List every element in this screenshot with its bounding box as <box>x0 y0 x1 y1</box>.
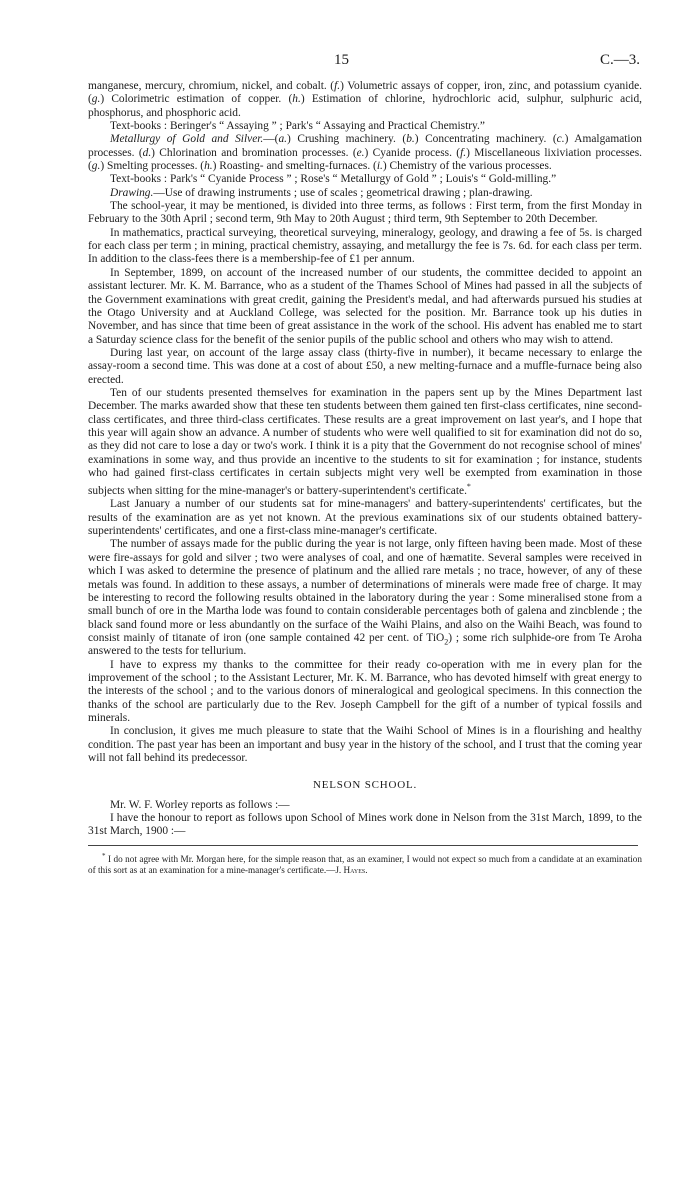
document-page <box>88 52 642 876</box>
paragraph-assays: The number of assays made for the public during the year is not large, only fifteen having been made. Most of these were fire-assays for gold and silver ; two were analyses of coal, and one of hæmatite. Several samples were received in which I was asked to determine the presence of platinum and the allied rare metals ; no trace, however, of any of these metals was found. In addition to these assays, a number of determinations of minerals were made free of charge. It may be interesting to record the following results obtained in the laboratory during the year : Some mineralised stone from a small bunch of ore in the Martha lode was found to contain considerable percentages both of galena and zincblende ; the black sand found more or less abundantly on the surface of the Waihi Plains, and also on the Waihi Beach, was found to consist mainly of titanate of iron (one sample contained 42 per cent. of TiO$_2$) ; some rich sulphide-ore from Te Aroha answered to the tests for tellurium. <box>88 538 642 658</box>
paragraph-drawing: Drawing.—Use of drawing instruments ; use of scales ; geometrical drawing ; plan-drawing. <box>110 186 533 199</box>
footnote-divider <box>88 845 638 846</box>
paragraph-assaying-topics: manganese, mercury, chromium, nickel, and cobalt. (f.) Volumetric assays of copper, iron, zinc, and potassium cyanide. (g.) Colorimetric estimation of copper. (h.) Estimation of chlorine, hydrochloric acid, sulphur, sulphuric acid, phosphorus, and phosphoric acid. <box>88 80 642 119</box>
footnote-marker: * <box>466 482 471 492</box>
series-code: C.—3. <box>599 52 640 68</box>
paragraph-certificates: Last January a number of our students sat for mine-managers' and battery-superintendents' certificates, but the results of the examination are as yet not known. At the previous examinations six of our students obtained battery-superintendents' certificates, and one a first-class mine-manager's certificate. <box>88 498 642 538</box>
paragraph-worley-intro: Mr. W. F. Worley reports as follows :— <box>110 798 290 811</box>
footnote <box>88 851 642 876</box>
paragraph-metallurgy: Metallurgy of Gold and Silver.—(a.) Crushing machinery. (b.) Concentrating machinery. (c.) Amalgamation processes. (d.) Chlorination and bromination processes. (e.) Cyanide process. (f.) Miscellaneous lixiviation processes. (g.) Smelting processes. (h.) Roasting- and smelting-furnaces. (i.) Chemistry of the various processes. <box>88 133 642 173</box>
paragraph-metallurgy-textbooks: Text-books : Park's “ Cyanide Process ” ; Rose's “ Metallurgy of Gold ” ; Louis's “ Gold-milling.” <box>110 173 557 186</box>
section-heading-nelson: NELSON SCHOOL. <box>312 779 418 792</box>
paragraph-thanks: I have to express my thanks to the committee for their ready co-operation with me in every plan for the improvement of the school ; to the Assistant Lecturer, Mr. K. M. Barrance, who has devoted himself with great energy to the interests of the school ; and to the various donors of mineralogical and geological specimens. In this connection the thanks of the school are particularly due to the Rev. Joseph Campbell for the gift of a number of typical fossils and minerals. <box>88 658 642 724</box>
paragraph-examinations: Ten of our students presented themselves for examination in the papers sent up by the Mines Department last December. The marks awarded show that these ten students between them gained ten first-class certificates, nine second-class certificates, and three third-class certificates. These results are a great improvement on last year's, and I hope that this year will again show an advance. A number of students who were well qualified to sit for examination did not do so, as they did not care to lose a day or two's work. I think it is a pity that the Government do not recognise school of mines' examinations in some way, and thus provide an incentive to the students to sit for examination ; for instance, students who had gained first-class certificates in certain subjects might very well be exempted from examination in those subjects when sitting for the mine-manager's or battery-superintendent's certificate.* <box>88 386 642 498</box>
footnote-mark: * <box>102 851 106 860</box>
footnote-signature: J. Hayes. <box>335 864 368 875</box>
page-number: 15 <box>334 52 349 68</box>
paragraph-assistant-lecturer: In September, 1899, on account of the increased number of our students, the committee decided to appoint an assistant lecturer. Mr. K. M. Barrance, who as a student of the Thames School of Mines had passed in all the subjects of the Government examinations with great credit, gaining the President's medal, and had afterwards pursued his studies at the Otago University and at Auckland College, was selected for the position. Mr. Barrance took up his duties in November, and has since that time been of great assistance in the work of the school. His advent has enabled me to start a Saturday science class for the benefit of the senior pupils of the public school and others who may wish to attend. <box>88 266 642 346</box>
paragraph-fees: In mathematics, practical surveying, theoretical surveying, mineralogy, geology, and drawing a fee of 5s. is charged for each class per term ; in mining, practical chemistry, assaying, and metallurgy the fee is 7s. 6d. for each class per term. In addition to the class-fees there is a membership-fee of £1 per annum. <box>88 226 642 266</box>
paragraph-conclusion: In conclusion, it gives me much pleasure to state that the Waihi School of Mines is in a flourishing and healthy condition. The past year has been an important and busy year in the history of the school, and I trust that the coming year will not fall behind its predecessor. <box>88 725 642 764</box>
paragraph-assay-room: During last year, on account of the large assay class (thirty-five in number), it became necessary to enlarge the assay-room a second time. This was done at a cost of about £50, a new melting-furnace and a muffle-furnace being also erected. <box>88 346 642 386</box>
paragraph-assaying-textbooks: Text-books : Beringer's “ Assaying ” ; Park's “ Assaying and Practical Chemistry.” <box>110 120 485 133</box>
footnote-text: I do not agree with Mr. Morgan here, for the simple reason that, as an examiner, I would not expect so much from a candidate at an examination of this sort as at an examination for a mine-manager's certificate.— <box>88 853 642 875</box>
paragraph-nelson-report: I have the honour to report as follows upon School of Mines work done in Nelson from the 31st March, 1899, to the 31st March, 1900 :— <box>88 812 642 838</box>
page-header <box>88 52 642 80</box>
paragraph-school-year: The school-year, it may be mentioned, is divided into three terms, as follows : First term, from the first Monday in February to the 30th April ; second term, 9th May to 20th August ; third term, 9th September to 20th December. <box>88 200 642 226</box>
